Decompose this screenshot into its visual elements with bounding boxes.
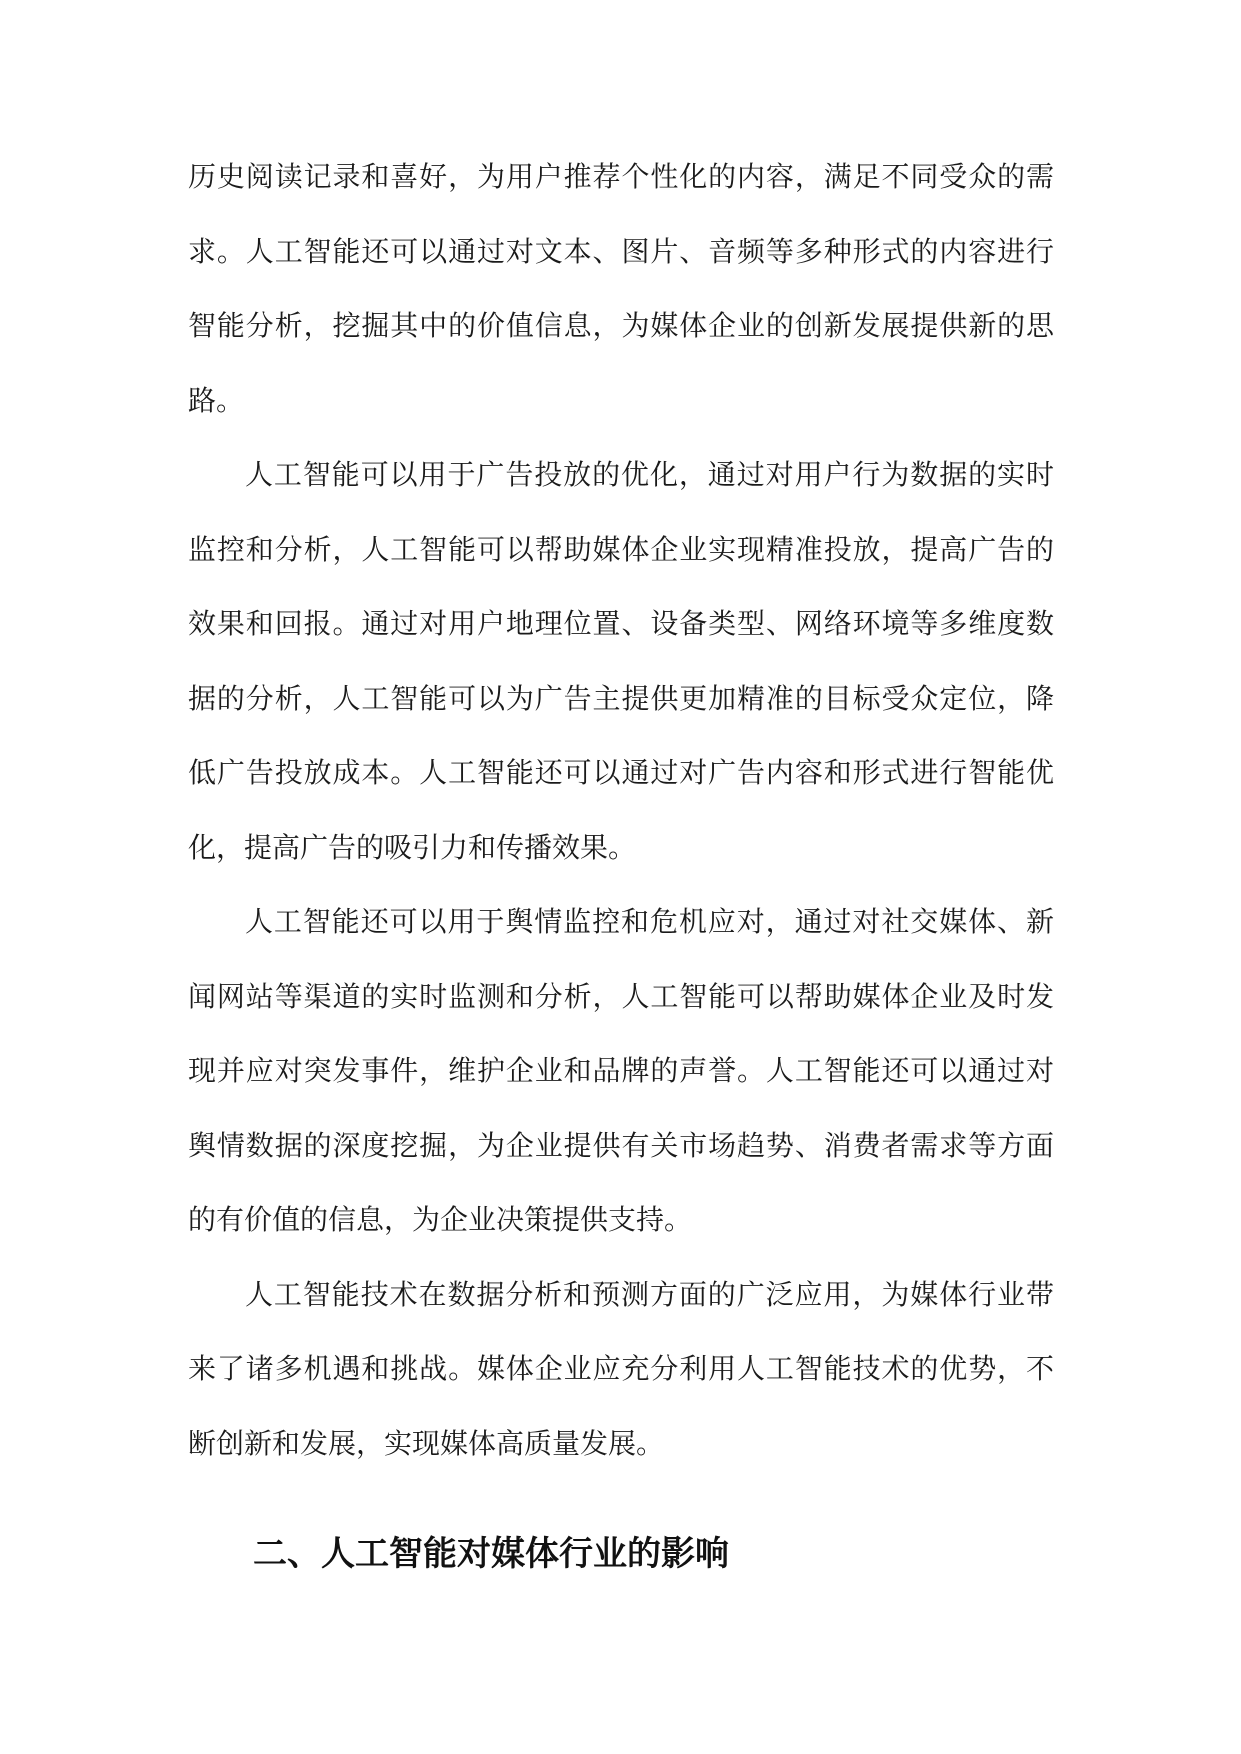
body-text — [188, 140, 1054, 1481]
paragraph-sentiment-monitoring: 人工智能还可以用于舆情监控和危机应对，通过对社交媒体、新闻网站等渠道的实时监测和分析，人工智能可以帮助媒体企业及时发现并应对突发事件，维护企业和品牌的声誉。人工智能还可以通过对舆情数据的深度挖掘，为企业提供有关市场趋势、消费者需求等方面的有价值的信息，为企业决策提供支持。 — [188, 905, 1054, 1236]
paragraph-continued: 历史阅读记录和喜好，为用户推荐个性化的内容，满足不同受众的需求。人工智能还可以通过对文本、图片、音频等多种形式的内容进行智能分析，挖掘其中的价值信息，为媒体企业的创新发展提供新的思路。 — [188, 160, 1054, 417]
section-heading: 二、人工智能对媒体行业的影响 — [253, 1534, 729, 1574]
paragraph-summary: 人工智能技术在数据分析和预测方面的广泛应用，为媒体行业带来了诸多机遇和挑战。媒体企业应充分利用人工智能技术的优势，不断创新和发展，实现媒体高质量发展。 — [188, 1277, 1054, 1460]
paragraph-ad-optimization: 人工智能可以用于广告投放的优化，通过对用户行为数据的实时监控和分析，人工智能可以帮助媒体企业实现精准投放，提高广告的效果和回报。通过对用户地理位置、设备类型、网络环境等多维度数据的分析，人工智能可以为广告主提供更加精准的目标受众定位，降低广告投放成本。人工智能还可以通过对广告内容和形式进行智能优化，提高广告的吸引力和传播效果。 — [188, 458, 1054, 864]
